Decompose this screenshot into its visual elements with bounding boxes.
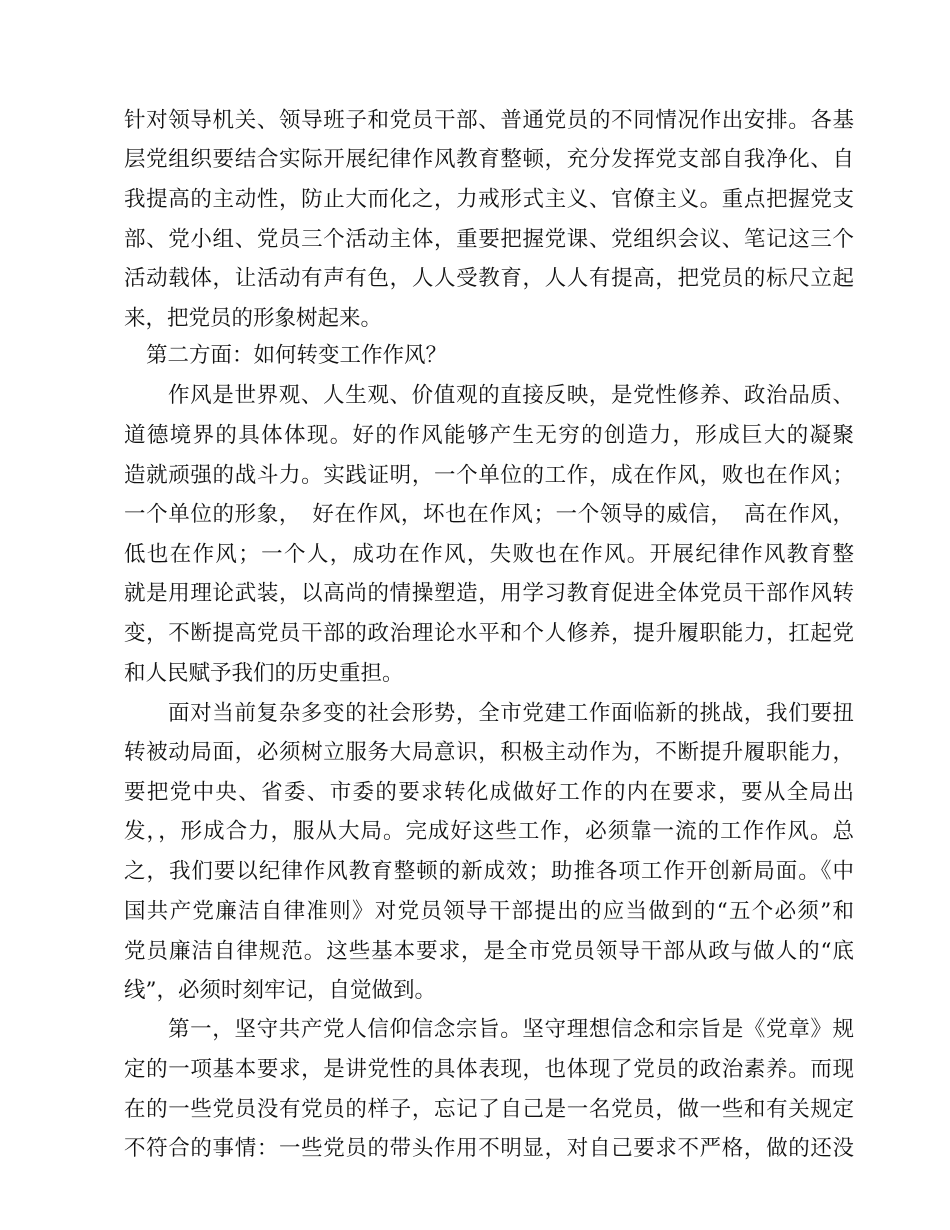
text-line: 第一，坚守共产党人信仰信念宗旨。坚守理想信念和宗旨是《党章》规	[168, 1017, 854, 1042]
text-line: 转被动局面，必须树立服务大局意识，积极主动作为，不断提升履职能力，	[124, 740, 854, 765]
section-heading: 第二方面：如何转变工作作风？	[146, 343, 448, 368]
text-line: 针对领导机关、领导班子和党员干部、普通党员的不同情况作出安排。各基	[124, 108, 854, 133]
text-line: 之，我们要以纪律作风教育整顿的新成效；助推各项工作开创新局面。《中	[124, 859, 854, 884]
text-line: 层党组织要结合实际开展纪律作风教育整顿，充分发挥党支部自我净化、自	[124, 147, 854, 172]
text-line: 活动载体，让活动有声有色，人人受教育，人人有提高，把党员的标尺立起	[124, 266, 854, 291]
text-line: 道德境界的具体体现。好的作风能够产生无穷的创造力，形成巨大的凝聚	[124, 423, 854, 448]
text-line: 国共产党廉洁自律准则》对党员领导干部提出的应当做到的“五个必须”和	[124, 899, 854, 924]
text-line: 就是用理论武装，以高尚的情操塑造，用学习教育促进全体党员干部作风转	[124, 581, 854, 606]
text-line: 部、党小组、党员三个活动主体，重要把握党课、党组织会议、笔记这三个	[124, 227, 854, 252]
text-line: 作风是世界观、人生观、价值观的直接反映，是党性修养、政治品质、	[168, 383, 854, 408]
text-line: 面对当前复杂多变的社会形势，全市党建工作面临新的挑战，我们要扭	[168, 701, 854, 726]
text-line: 变，不断提高党员干部的政治理论水平和个人修养，提升履职能力，扛起党	[124, 621, 854, 646]
text-line: 党员廉洁自律规范。这些基本要求，是全市党员领导干部从政与做人的“底	[124, 939, 854, 964]
text-line: 和人民赋予我们的历史重担。	[124, 661, 404, 686]
text-line: 在的一些党员没有党员的样子，忘记了自己是一名党员，做一些和有关规定	[124, 1097, 854, 1122]
text-line: 发，，形成合力，服从大局。完成好这些工作，必须靠一流的工作作风。总	[124, 819, 854, 844]
text-line: 来，把党员的形象树起来。	[124, 306, 383, 331]
text-line: 不符合的事情：一些党员的带头作用不明显，对自己要求不严格，做的还没	[124, 1136, 854, 1161]
text-line: 定的一项基本要求，是讲党性的具体表现，也体现了党员的政治素养。而现	[124, 1057, 854, 1082]
text-line: 要把党中央、省委、市委的要求转化成做好工作的内在要求，要从全局出	[124, 780, 854, 805]
text-line: 造就顽强的战斗力。实践证明，一个单位的工作，成在作风，败也在作风；	[124, 463, 854, 488]
text-line: 低也在作风；一个人，成功在作风，失败也在作风。开展纪律作风教育整	[124, 542, 854, 567]
text-line: 我提高的主动性，防止大而化之，力戒形式主义、官僚主义。重点把握党支	[124, 187, 854, 212]
text-line: 一个单位的形象， 好在作风，坏也在作风；一个领导的威信， 高在作风，	[124, 502, 854, 527]
text-line: 线”，必须时刻牢记，自觉做到。	[124, 978, 436, 1003]
